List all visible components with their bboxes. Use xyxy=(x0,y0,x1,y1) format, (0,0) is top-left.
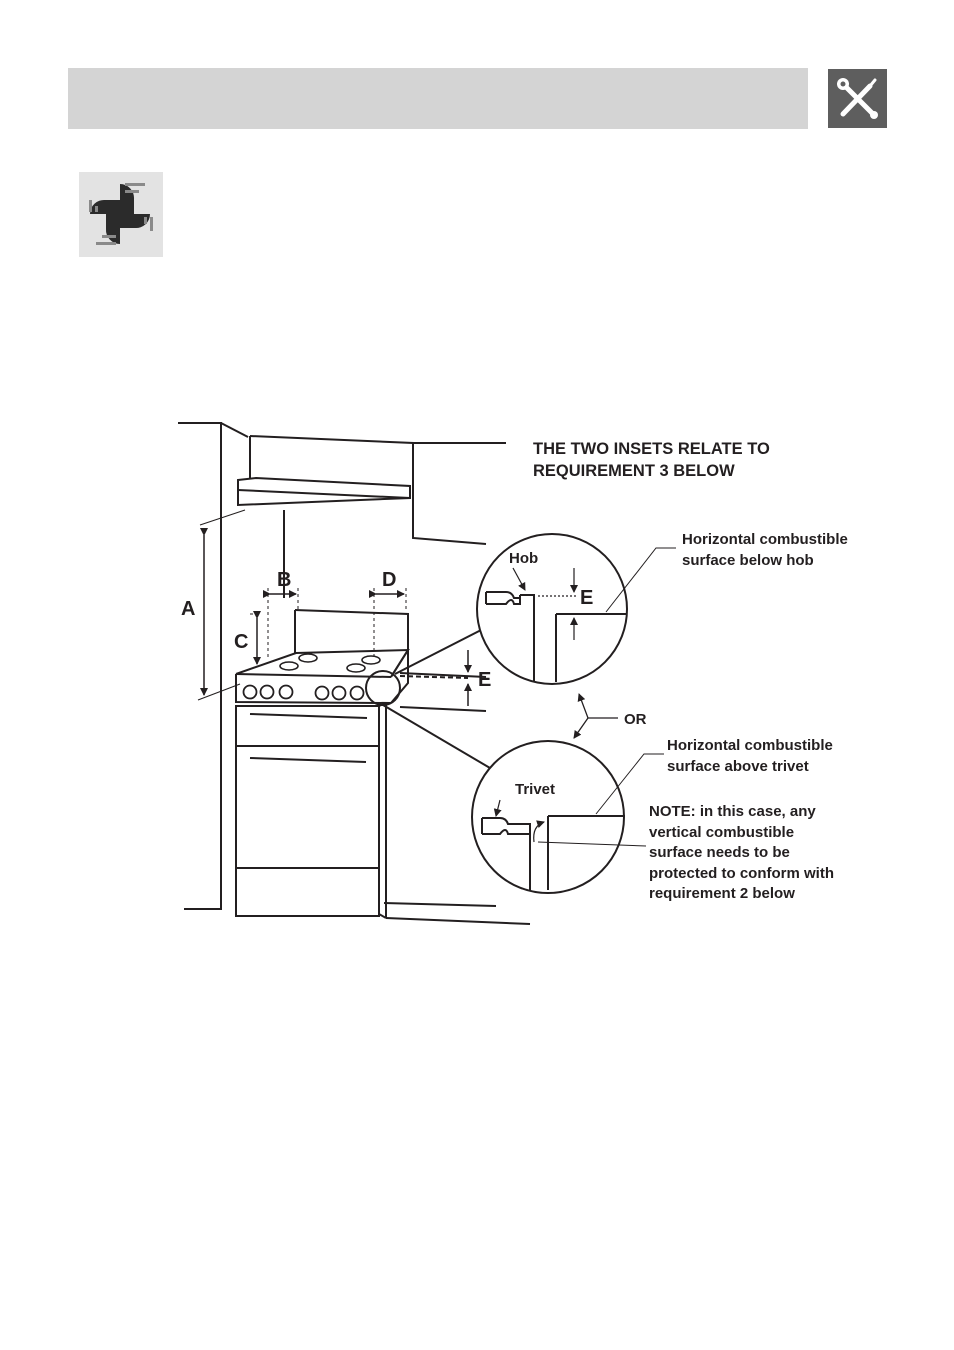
diagram-title-line2: REQUIREMENT 3 BELOW xyxy=(533,462,735,480)
dimension-e-label: E xyxy=(478,669,492,691)
dimension-b xyxy=(268,588,298,660)
dimension-e xyxy=(400,650,468,706)
cooker-burners xyxy=(280,654,380,672)
cooker-body xyxy=(236,650,408,918)
trivet-callout-line1: Horizontal combustible xyxy=(667,737,833,754)
hob-label: Hob xyxy=(509,550,539,567)
cooker-knobs xyxy=(244,686,364,700)
dimension-a-label: A xyxy=(181,598,196,620)
trivet-label: Trivet xyxy=(515,781,556,798)
dimension-b-label: B xyxy=(277,569,292,591)
inset-hob xyxy=(477,534,676,684)
dimension-c-label: C xyxy=(234,631,249,653)
diagram-title-line1: THE TWO INSETS RELATE TO xyxy=(533,440,770,458)
note-line-1: NOTE: in this case, any xyxy=(649,803,816,820)
note-line-2: vertical combustible xyxy=(649,824,795,841)
hob-callout-line2: surface below hob xyxy=(682,552,814,569)
splashback xyxy=(295,610,408,653)
dimension-c xyxy=(250,614,262,664)
inset-trivet xyxy=(472,741,664,893)
note-line-3: surface needs to be xyxy=(649,844,790,861)
dimension-d-label: D xyxy=(382,569,397,591)
or-connector xyxy=(574,694,618,738)
or-label: OR xyxy=(624,711,647,728)
hob-callout-line1: Horizontal combustible xyxy=(682,531,848,548)
inset-e-label: E xyxy=(580,587,594,609)
note-line-5: requirement 2 below xyxy=(649,885,795,902)
upper-cupboard xyxy=(250,436,506,544)
trivet-callout-line2: surface above trivet xyxy=(667,758,809,775)
note-line-4: protected to conform with xyxy=(649,865,834,882)
